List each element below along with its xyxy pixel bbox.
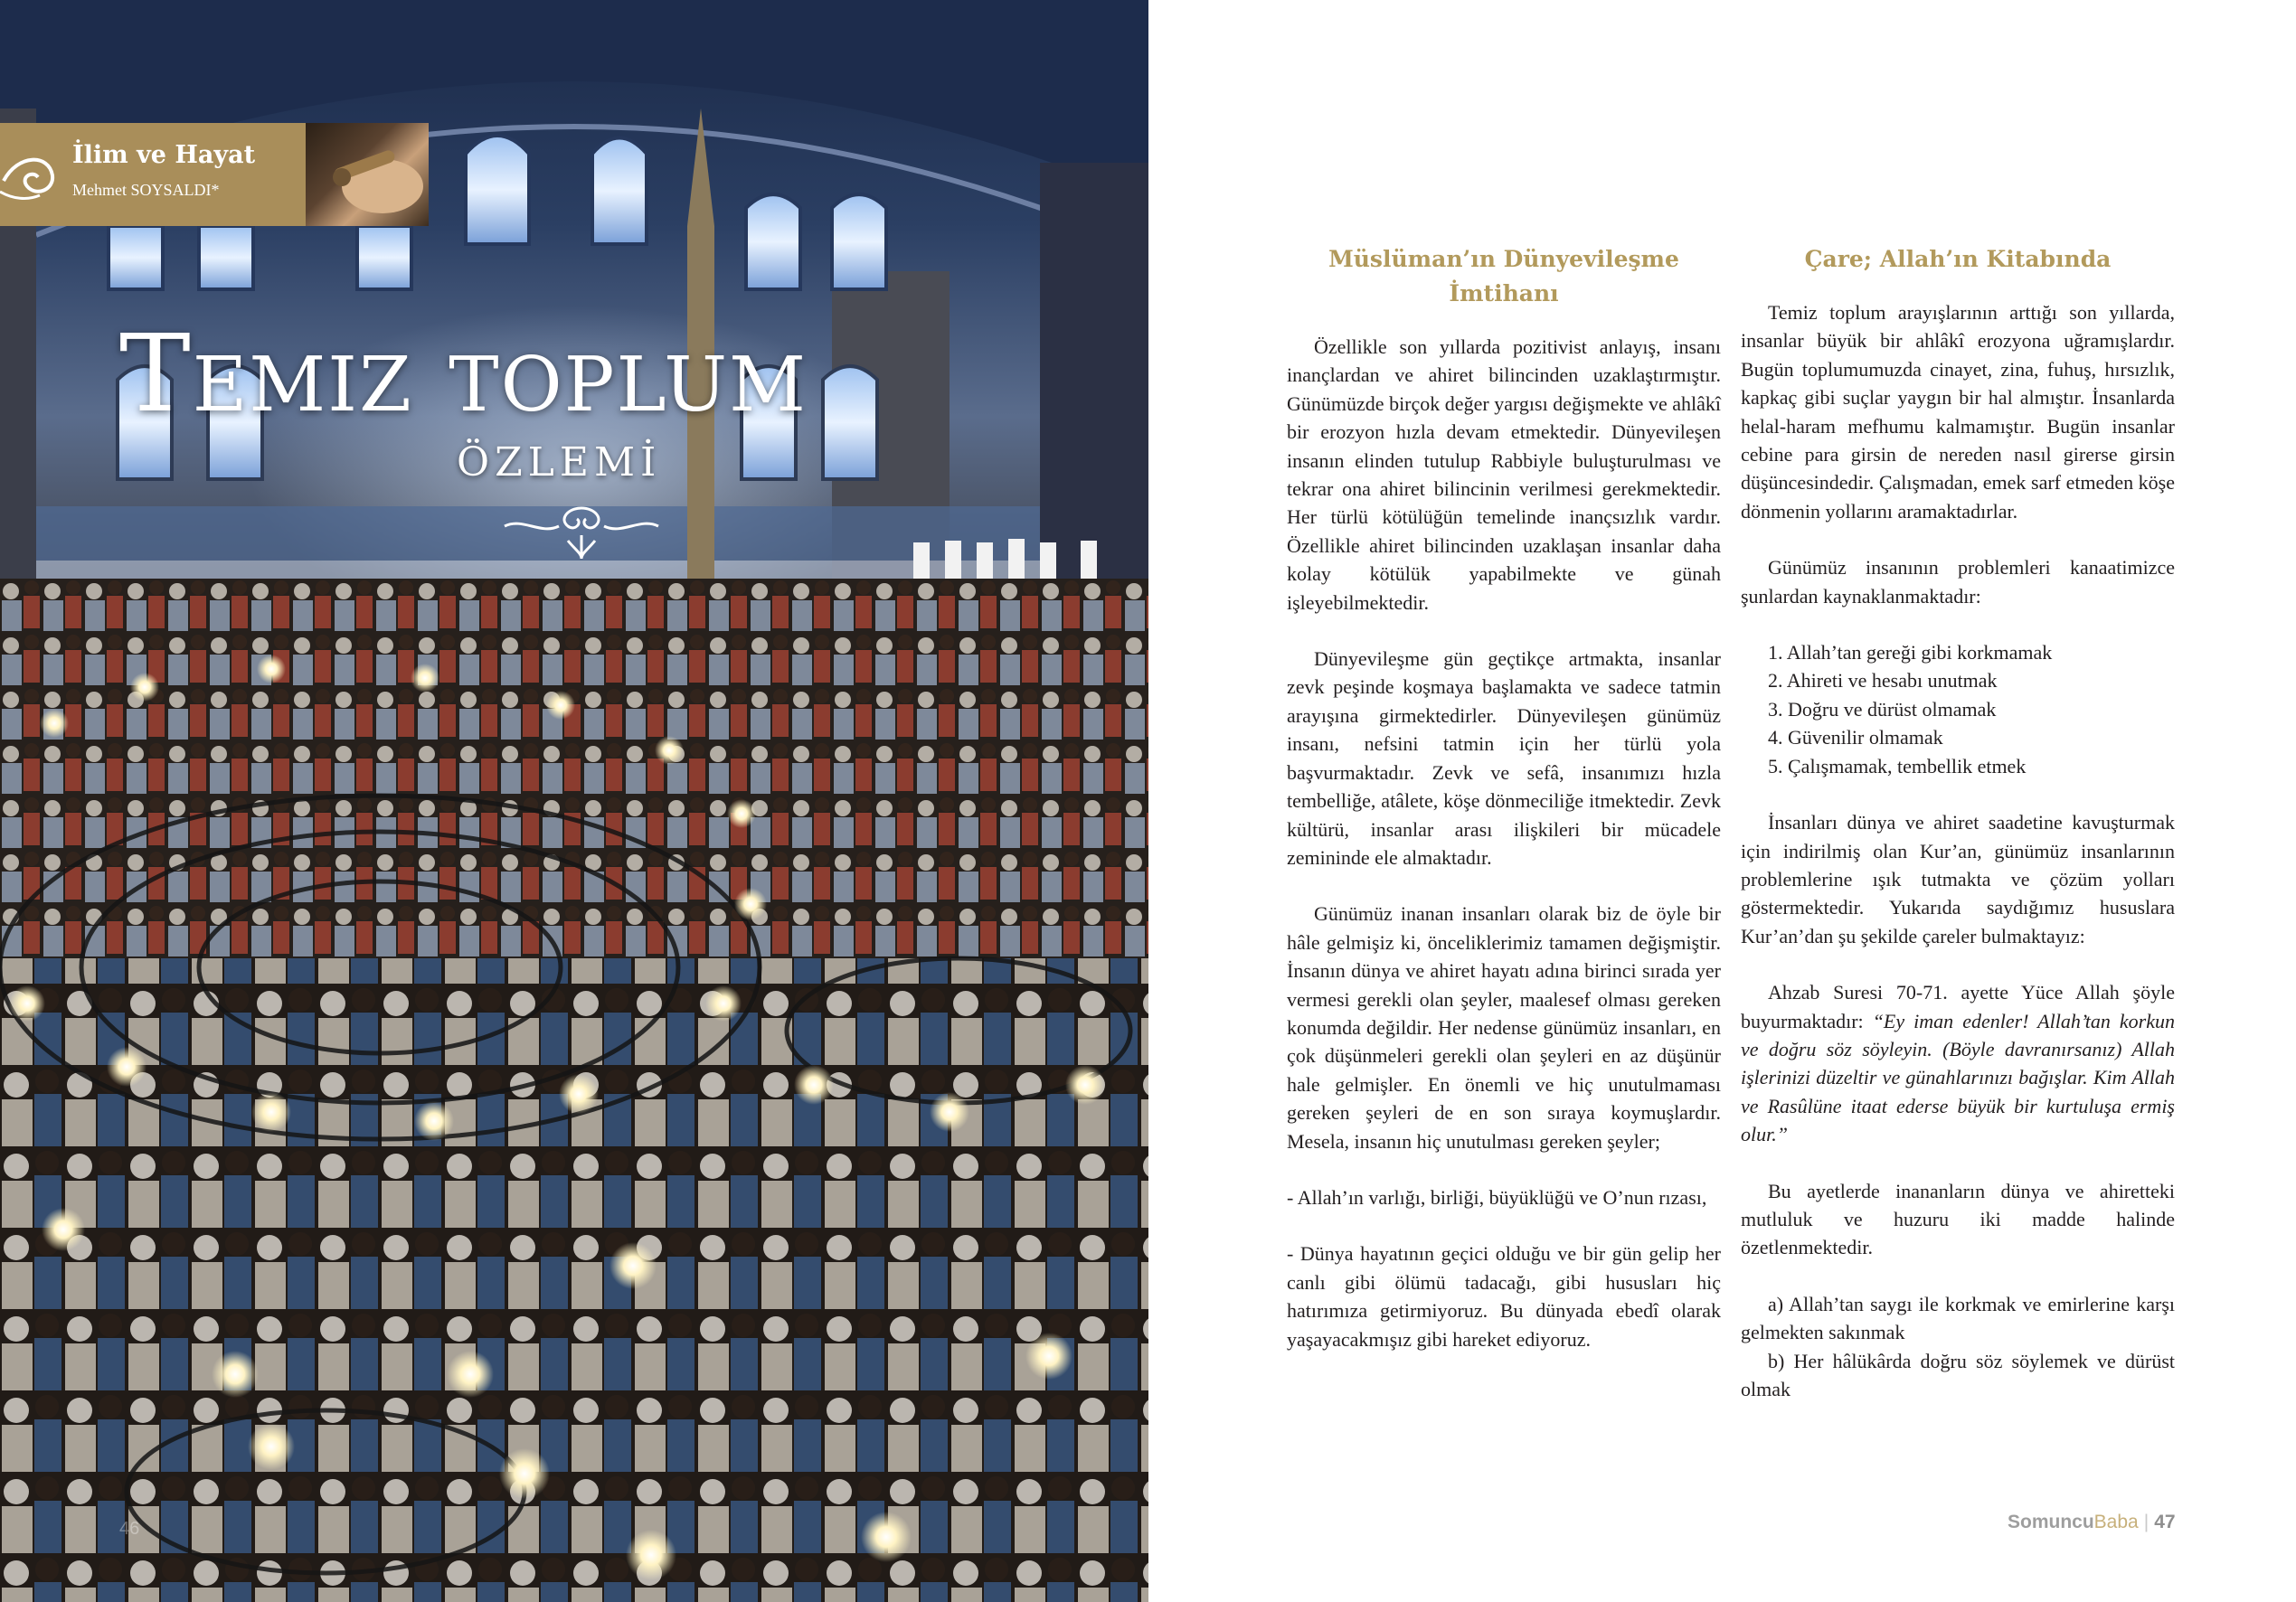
footer-separator: | [2143, 1512, 2150, 1532]
problems-list [1741, 638, 2175, 780]
paragraph: Bu ayetlerde inananların dünya ve ahiretteki mutluluk ve huzuru iki madde halinde özetlenmektedir. [1741, 1179, 2175, 1259]
section-title: İlim ve Hayat [72, 141, 256, 169]
left-page-number: 46 [119, 1519, 140, 1539]
congregation-illustration [0, 579, 1148, 1602]
section-tag [0, 123, 306, 226]
headline: Temiz toplum [119, 311, 808, 436]
list-item: 3. Doğru ve dürüst olmamak [1768, 697, 1997, 721]
column-left [1287, 242, 1721, 1381]
list-item: 1. Allah’tan gereği gibi korkmamak [1768, 641, 2053, 664]
column-right-heading: Çare; Allah’ın Kitabında [1804, 246, 2112, 272]
verse-quote: “Ey iman edenler! Allah’tan korkun ve doğru söz söyleyin. (Böyle davranırsanız) Allah işlerinizi düzeltir ve günahlarınızı bağışlar. Kim Allah ve Rasûlüne itaat ederse büyük bir kurtuluşa ermiş olur.” [1741, 1009, 2175, 1146]
page-number: 47 [2154, 1512, 2176, 1532]
list-item: 4. Güvenilir olmamak [1768, 726, 1943, 749]
subheadline: ÖZLEMİ [457, 439, 662, 485]
verse-intro: Ahzab Suresi 70-71. ayette Yüce Allah şöyle buyurmaktadır: [1741, 981, 2175, 1032]
author-name: Mehmet SOYSALDI* [72, 181, 220, 199]
paragraph: Özellikle son yıllarda pozitivist anlayış, insanı inançlardan ve ahiret bilincinden uzaklaştırmıştır. Günümüzde birçok değer yargısı değişmekte ve ahlâkî bir erozyon hızla devam etmektedir. Dünyevileşen insanın elinden tutulup Rabbiyle buluşturulması ve tekrar ona ahiret bilincinin verilmesi gerekmektedir. Her türlü kötülüğün temelinde inançsızlık vardır. Özellikle ahiret bilincinden uzaklaşan insanlar daha kolay kötülük yapabilmekte ve günah işleyebilmektedir. [1287, 335, 1721, 614]
verse-paragraph [1741, 978, 2175, 1148]
paragraph: Dünyevileşme gün geçtikçe artmakta, insanlar zevk peşinde koşmaya başlamakta ve sadece tatmin arayışına girmektedirler. Dünyevileşen günümüz insanı, nefsini tatmin için her türlü yola başvurmaktadır. Zevk ve sefâ, insanımızı hızla tembelliğe, atâlete, köşe dönmeciliğe itmektedir. Zevk kültürü, insanlar arası ilişkileri bir mücadele zemininde ele almaktadır. [1287, 647, 1721, 869]
paragraph: Günümüz inanan insanları olarak biz de öyle bir hâle gelmişiz ki, önceliklerimiz tamamen değişmiştir. İnsanın dünya ve ahiret hayatı adına birinci sırada yer vermesi gerekli olan şeyler, maalesef olması gereken konumda değildir. Her nedense günümüz insanları, en çok düşünmeleri gerekli olan şeyleri en az düşünür hale gelmişler. En önemli ve hiç unutulmaması gereken şeyleri de en son sıraya koymuşlardır. Mesela, insanın hiç unutulması gereken şeyler; [1287, 902, 1721, 1153]
magazine-brand-suffix: Baba [2093, 1512, 2139, 1532]
flourish-ornament-icon [496, 499, 667, 562]
column-left-heading: Müslüman’ın Dünyevileşme İmtihanı [1328, 246, 1679, 306]
magazine-brand: Somuncu [2008, 1512, 2094, 1532]
column-right [1741, 242, 2175, 1431]
paragraph: İnsanları dünya ve ahiret saadetine kavuşturmak için indirilmiş olan Kur’an, günümüz insanlarının problemlerine ışık tutmakta ve çözüm yolları göstermektedir. Yukarıda saydığımız hususlara Kur’an’dan şu şekilde çareler bulmaktayız: [1741, 811, 2175, 947]
page-footer [2008, 1512, 2176, 1539]
paragraph: Temiz toplum arayışlarının arttığı son yıllarda, insanlar büyük bir ahlâkî erozyona uğramışlardır. Bugün toplumumuzda cinayet, zina, fuhuş, hırsızlık, kapkaç gibi suçlar yaygın bir hal almıştır. İnsanlarda helal-haram mefhumu kalmamıştır. Bugün insanlar cebine para girsin de nereden nasıl girerse girsin düşüncesindedir. Çalışmadan, emek sarf etmeden köşe dönmenin yollarını aramaktadırlar. [1741, 301, 2175, 523]
paragraph: Günümüz insanının problemleri kanaatimizce şunlardan kaynaklanmaktadır: [1741, 556, 2175, 608]
paragraph: - Allah’ın varlığı, birliği, büyüklüğü ve O’nun rızası, [1287, 1185, 1707, 1209]
author-thumbnail [306, 123, 429, 226]
paragraph: b) Her hâlükârda doğru söz söylemek ve dürüst olmak [1741, 1349, 2175, 1400]
hand-key-icon [306, 123, 429, 226]
list-item: 5. Çalışmamak, tembellik etmek [1768, 754, 2027, 777]
list-item: 2. Ahireti ve hesabı unutmak [1768, 669, 1998, 693]
paragraph: - Dünya hayatının geçici olduğu ve bir gün gelip her canlı gibi ölümü tadacağı, gibi hususları hiç hatırımıza getirmiyoruz. Bu dünyada ebedî olarak yaşayacakmışız gibi hareket ediyoruz. [1287, 1242, 1721, 1351]
paragraph: a) Allah’tan saygı ile korkmak ve emirlerine karşı gelmekten sakınmak [1741, 1292, 2175, 1344]
scroll-ornament-icon [0, 145, 63, 208]
